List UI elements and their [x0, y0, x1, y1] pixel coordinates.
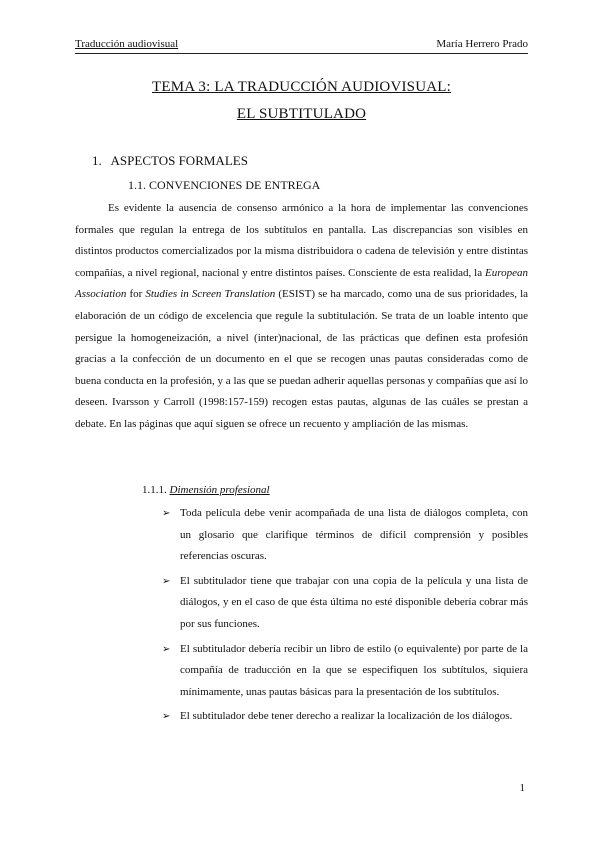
list-item: [162, 706, 528, 728]
list-item-text: El subtitulador debería recibir un libro de estilo (o equivalente) por parte de la compañía de traducción en la que se especifiquen los subtítulos, siquiera mínimamente, unas pautas básicas para la presentación de los subtítulos.: [180, 642, 528, 698]
body-paragraph: [75, 198, 528, 436]
page-title-line-1: TEMA 3: LA TRADUCCIÓN AUDIOVISUAL:: [151, 79, 452, 95]
list-item: [162, 571, 528, 636]
list-item: [162, 503, 528, 568]
header-course-title: Traducción audiovisual: [75, 38, 179, 50]
subsubsection-number: 1.1.1.: [142, 484, 167, 496]
paragraph-italic-2: Studies in Screen Translation: [145, 288, 276, 301]
paragraph-italic-1: European Association: [75, 266, 528, 301]
bullet-list: [162, 503, 528, 731]
paragraph-text-3: (ESIST) se ha marcado, como una de sus prioridades, la elaboración de un código de excelencia que regule la subtitulación. Se trata de un loable intento que persigue la homogeneización, a nivel (inter)nacional, de las prácticas que definen esta profesión gracias a la confección de un documento en el que se recogen unas pautas consideradas como de buena conducta en la profesión, y a las que se puedan adherir aquellas personas y compañías que así lo deseen. Ivarsson y Carroll (1998:157-159) recogen estas pautas, algunas de las cuáles se prestan a debate. En las páginas que aquí siguen se ofrece un recuento y ampliación de las mismas.: [75, 288, 529, 430]
arrow-bullet-icon: ➢: [162, 508, 171, 519]
header-divider: [75, 53, 528, 54]
list-item-text: El subtitulador tiene que trabajar con una copia de la película y una lista de diálogos, y en el caso de que ésta última no esté disponible debería cobrar más por sus funciones.: [180, 574, 528, 630]
section-number: 1.: [92, 153, 102, 168]
list-item-text: El subtitulador debe tener derecho a realizar la localización de los diálogos.: [180, 710, 513, 723]
header-author: María Herrero Prado: [436, 38, 528, 50]
list-item-text: Toda película debe venir acompañada de una lista de diálogos completa, con un glosario que clarifique términos de difícil comprensión y posibles referencias oscuras.: [180, 507, 528, 563]
arrow-bullet-icon: ➢: [162, 711, 171, 723]
page-number: 1: [519, 782, 525, 794]
section-title: ASPECTOS FORMALES: [110, 153, 248, 168]
subsubsection-heading: [142, 484, 270, 496]
arrow-bullet-icon: ➢: [162, 643, 171, 655]
list-item: [162, 639, 528, 704]
paragraph-text-2: for: [126, 288, 146, 301]
paragraph-text-1: Es evidente la ausencia de consenso armónico a la hora de implementar las convenciones formales que regulan la entrega de los subtítulos en pantalla. Las discrepancias son visibles en distintos productos comercializados por la misma distribuidora o cadena de televisión y entre distintas compañías, a nivel regional, nacional y entre distintos países. Consciente de esta realidad, la: [75, 202, 528, 279]
arrow-bullet-icon: ➢: [162, 575, 171, 587]
subsubsection-title: Dimensión profesional: [169, 484, 270, 496]
subsection-heading: 1.1. CONVENCIONES DE ENTREGA: [128, 178, 321, 192]
page-title-line-2: EL SUBTITULADO: [236, 106, 367, 122]
section-heading: [92, 153, 248, 169]
